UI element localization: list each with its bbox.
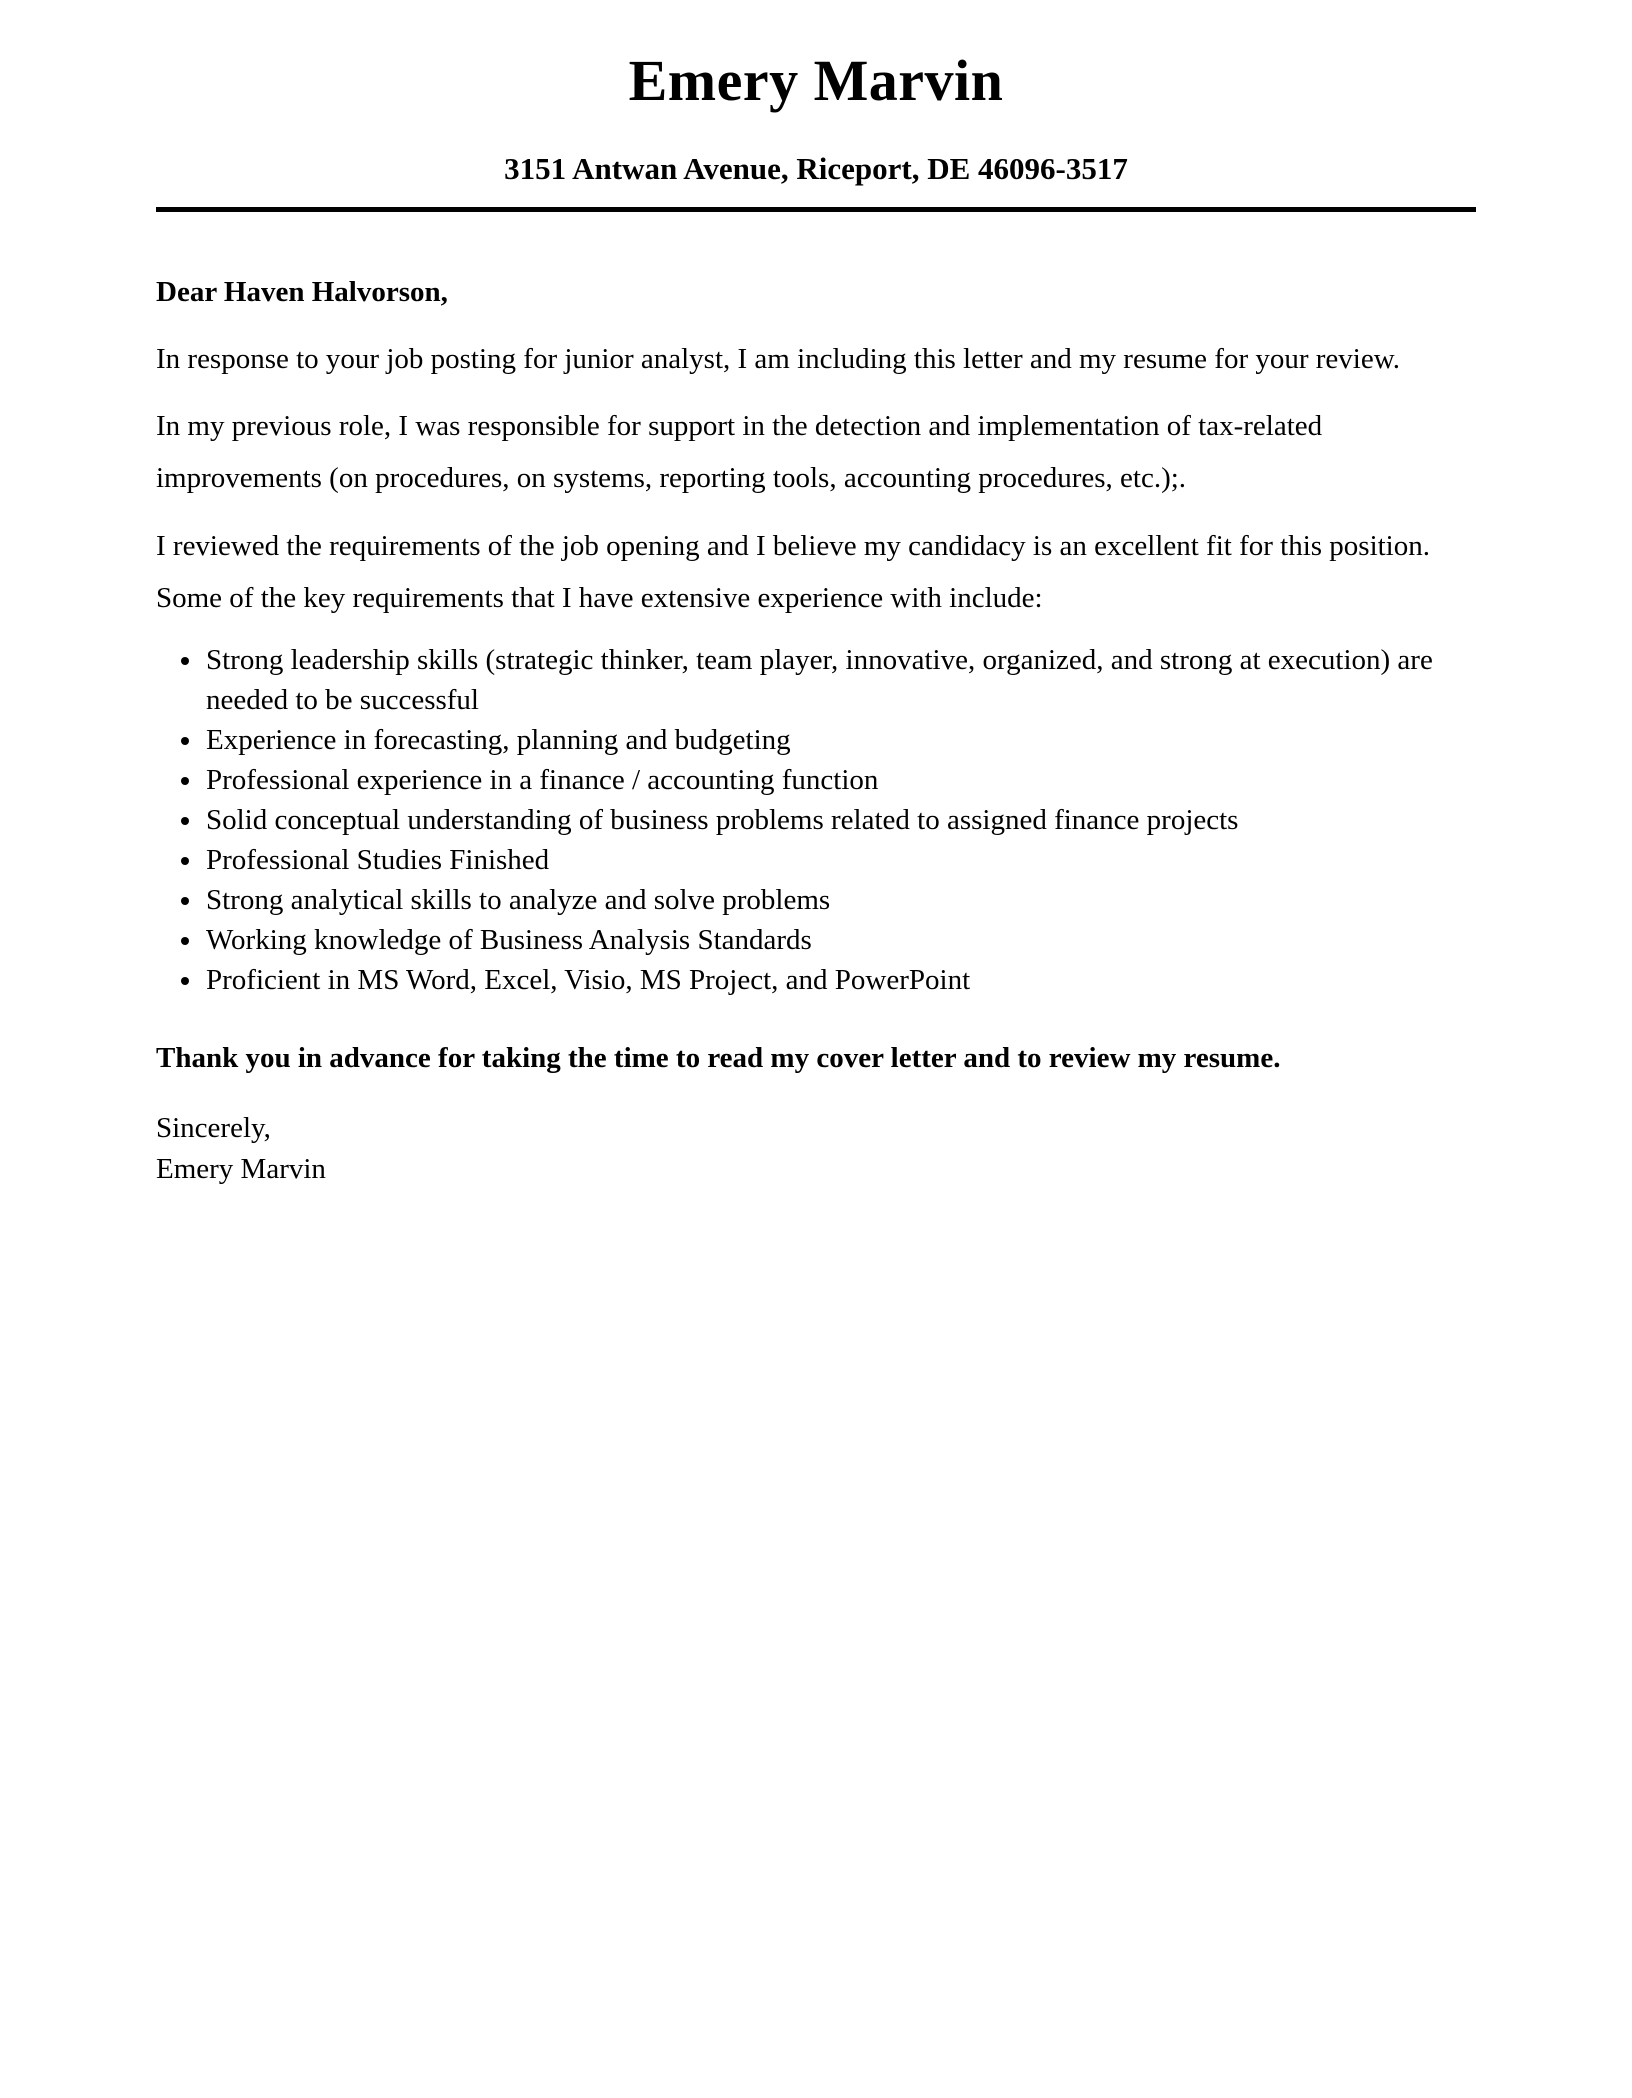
requirements-list xyxy=(156,640,1476,1000)
requirement-item: • Experience in forecasting, planning and budgeting xyxy=(204,720,1476,760)
requirement-item: • Professional experience in a finance / accounting function xyxy=(204,760,1476,800)
requirement-item: • Strong leadership skills (strategic thinker, team player, innovative, organized, and strong at execution) are needed to be successful xyxy=(204,640,1476,720)
closing-emphasis: Thank you in advance for taking the time to read my cover letter and to review my resume. xyxy=(156,1042,1281,1075)
requirement-item: • Proficient in MS Word, Excel, Visio, MS Project, and PowerPoint xyxy=(204,960,1476,1000)
signature-name: Emery Marvin xyxy=(156,1152,326,1185)
paragraph-requirements-lead: I reviewed the requirements of the job opening and I believe my candidacy is an excellent fit for this position. Some of the key requirements that I have extensive experience with include: xyxy=(156,529,1430,614)
requirement-item: • Strong analytical skills to analyze and solve problems xyxy=(204,880,1476,920)
requirement-item: • Professional Studies Finished xyxy=(204,840,1476,880)
applicant-address: 3151 Antwan Avenue, Riceport, DE 46096-3517 xyxy=(504,150,1128,186)
requirement-item: • Working knowledge of Business Analysis Standards xyxy=(204,920,1476,960)
paragraph-intro: In response to your job posting for junior analyst, I am including this letter and my resume for your review. xyxy=(156,342,1401,375)
letterhead xyxy=(156,0,1476,212)
letter-body xyxy=(156,266,1476,1190)
signoff-block xyxy=(156,1108,1476,1189)
letter-content xyxy=(156,0,1476,1189)
applicant-name: Emery Marvin xyxy=(628,48,1004,113)
paragraph-previous-role: In my previous role, I was responsible for support in the detection and implementation of tax-related improvements (on procedures, on systems, reporting tools, accounting procedures, etc.);. xyxy=(156,410,1323,495)
signoff: Sincerely, xyxy=(156,1112,271,1145)
salutation: Dear Haven Halvorson, xyxy=(156,275,448,308)
requirement-item: • Solid conceptual understanding of business problems related to assigned finance projects xyxy=(204,800,1476,840)
header-divider xyxy=(156,207,1476,212)
